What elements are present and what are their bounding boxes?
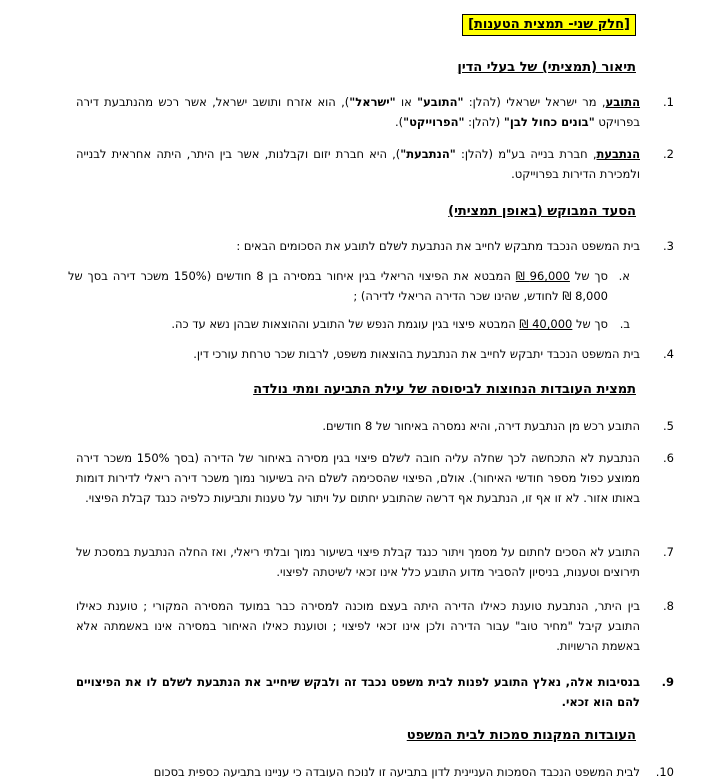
sub-paragraph-b [68, 314, 630, 334]
parties-heading: תיאור (תמציתי) של בעלי הדין [457, 60, 636, 75]
paragraph-2 [76, 144, 674, 184]
paragraph-text: לבית המשפט הנכבד הסמכות העניינית לדון בתביעה זו לנוכח העובדה כי עניינו בתביעה כספית בסכום [153, 765, 640, 779]
paragraph-4 [76, 344, 674, 364]
text-run: , מר ישראל ישראלי (להלן: [463, 95, 606, 109]
paragraph-number: 10. [655, 765, 674, 779]
term-defendant: הנתבעת [596, 147, 640, 161]
paragraph-number: 1. [663, 95, 674, 109]
paragraph-10 [76, 762, 674, 782]
term-quote: "התובע" [417, 95, 464, 109]
paragraph-number: 3. [663, 239, 674, 253]
term-quote: "הנתבעת" [400, 147, 456, 161]
paragraph-text: התובע לא הסכים לחתום על מסמך ויתור כנגד קבלת פיצוי בשיעור נמוך ובלתי ריאלי, ואז החלה הנתבעת במסכת של תירוצים וטענות, בניסיון להסביר מדוע התובע כלל אינו זכאי לשיטתה לפיצוי. [76, 545, 640, 579]
relief-heading: הסעד המבוקש (באופן תמציתי) [448, 204, 636, 219]
text-run: , חברת בנייה בע"מ (להלן: [455, 147, 597, 161]
sub-paragraph-letter: א. [618, 269, 630, 283]
amount: 40,000 ₪ [519, 317, 573, 331]
text-run: המבטא פיצוי בגין עוגמת הנפש של התובע וההוצאות שבהן נשא עד כה. [171, 317, 520, 331]
text-run: ). [394, 115, 404, 129]
text-run: (להלן: [464, 115, 504, 129]
sub-paragraph-letter: ב. [619, 317, 630, 331]
paragraph-9 [76, 672, 674, 712]
text-run: או [395, 95, 418, 109]
paragraph-text: בין היתר, הנתבעת טוענת כאילו הדירה היתה בעצם מוכנה למסירה כבר במועד המסירה המקורי ; טוענת כאילו התובע קיבל "מחיר טוב" עבור הדירה ולכן אינו זכאי לפיצוי ; וטוענת כאילו האיחור במסירה אינו באשמתה אלא באשמת הרשויות. [76, 599, 640, 653]
paragraph-8 [76, 596, 674, 656]
paragraph-text: בנסיבות אלה, נאלץ התובע לפנות לבית משפט נכבד זה ולבקש שיחייב את הנתבעת לשלם לו את הפיצויים להם הוא זכאי. [76, 675, 640, 709]
paragraph-number: 9. [661, 675, 674, 689]
sub-paragraph-a [68, 266, 630, 306]
amount: 96,000 ₪ [515, 269, 570, 283]
paragraph-number: 7. [663, 545, 674, 559]
paragraph-1 [76, 92, 674, 132]
paragraph-text: בית המשפט הנכבד יתבקש לחייב את הנתבעת בהוצאות משפט, לרבות שכר טרחת עורכי דין. [193, 347, 640, 361]
text-run: סך של [572, 317, 608, 331]
term-project-name: "בונים כחול לבן" [503, 115, 595, 129]
paragraph-7 [76, 542, 674, 582]
paragraph-number: 4. [663, 347, 674, 361]
paragraph-number: 8. [663, 599, 674, 613]
paragraph-number: 5. [663, 419, 674, 433]
part-title: [חלק שני- תמצית הטענות] [462, 14, 636, 36]
paragraph-number: 2. [663, 147, 674, 161]
text-run: המבטא את הפיצוי הריאלי בגין איחור במסירה בן 8 חודשים (150% משכר דירה בסך של 8,000 ₪ לחודש, שהינו שכר הדירה הריאלי לדירה) ; [68, 269, 608, 303]
paragraph-text: הנתבעת לא התכחשה לכך שחלה עליה חובה לשלם פיצוי בגין מסירה באיחור של הדירה (בסך 150% משכר דירה ממוצע כפול מספר חודשי האיחור). אולם, הפיצוי שהסכימה לשלם היה בשיעור נמוך משכר דירה ריאלי לדירות דומות באותו אזור. לא זו אף זו, הנתבעת אף דרשה שהתובע יחתום על ויתור על טענות ותביעות כלפיה כנגד קבלת הפיצוי. [76, 451, 640, 505]
jurisdiction-heading: העובדות המקנות סמכות לבית המשפט [406, 728, 636, 743]
term-plaintiff: התובע [605, 95, 640, 109]
text-run: ), היא חברת יזום וקבלנות, אשר בין היתר, היתה אחראית לבנייה ולמכירת הדירות בפרוייקט. [76, 147, 640, 181]
text-run: ), הוא אזרח ותושב ישראל, אשר רכש מהנתבעת דירה בפרויקט [76, 95, 640, 129]
term-quote: "הפרוייקט" [403, 115, 465, 129]
paragraph-6 [76, 448, 674, 508]
paragraph-text: התובע רכש מן הנתבעת דירה, והיא נמסרה באיחור של 8 חודשים. [322, 419, 640, 433]
paragraph-number: 6. [663, 451, 674, 465]
text-run: סך של [569, 269, 608, 283]
term-quote: "ישראל" [349, 95, 396, 109]
facts-heading: תמצית העובדות הנחוצות לביסוסה של עילת התביעה ומתי נולדה [253, 382, 636, 397]
paragraph-text: בית המשפט הנכבד מתבקש לחייב את הנתבעת לשלם לתובע את הסכומים הבאים : [236, 239, 640, 253]
paragraph-5 [76, 416, 674, 436]
paragraph-3 [76, 236, 674, 256]
